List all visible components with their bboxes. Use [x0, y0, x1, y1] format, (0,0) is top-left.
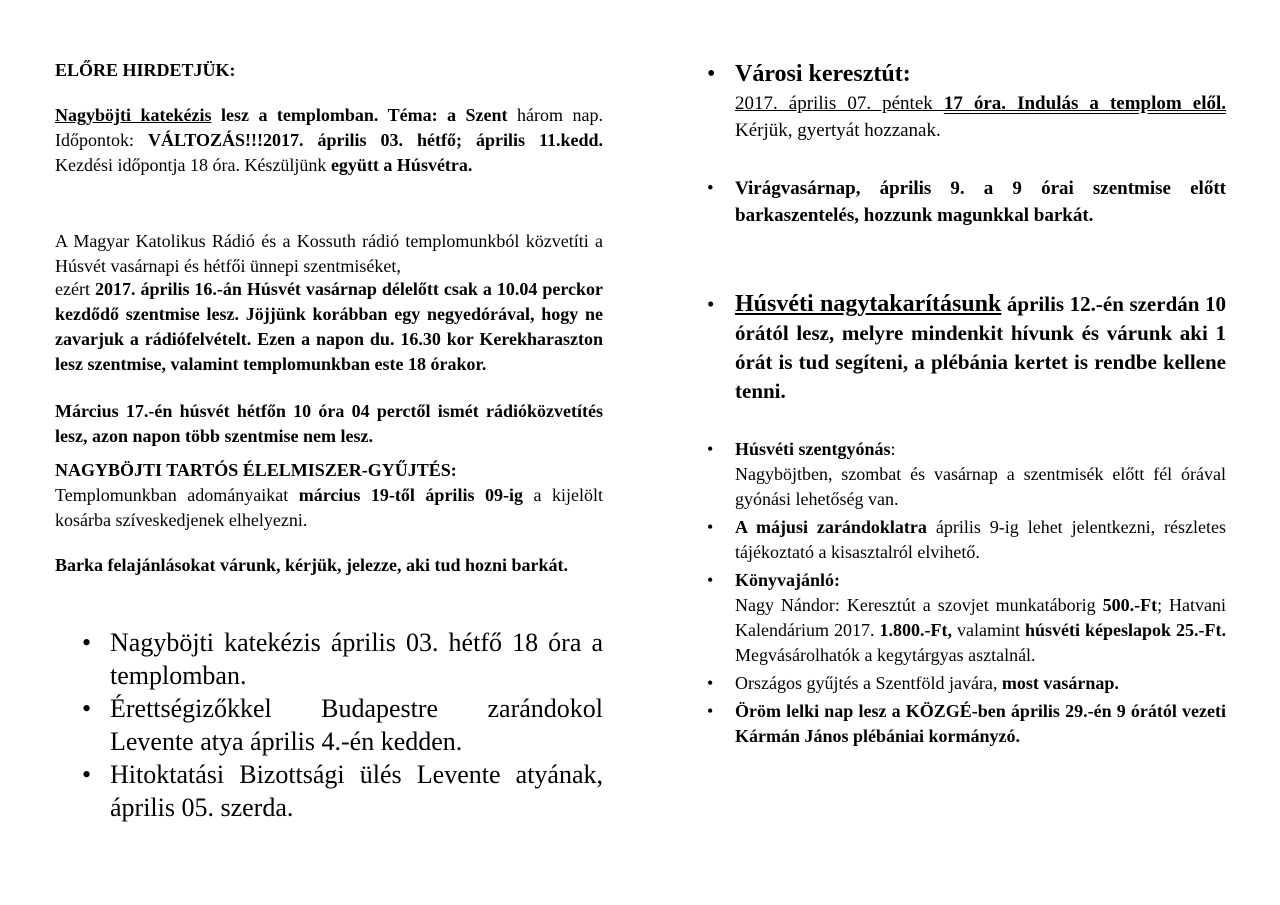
zarandoklat-text: április 9-ig lehet jelentkezni, részletes tájékoztató a kisasztalról elvihető. — [735, 517, 1226, 562]
katekezis-paragraph — [55, 103, 603, 178]
barka-paragraph: Barka felajánlásokat várunk, kérjük, jelezze, aki tud hozni barkát. — [55, 555, 569, 575]
konyv-title: Könyvajánló: — [735, 570, 841, 590]
takaritas-text: április 12.-én szerdán 10 órától lesz, melyre mindenkit hívunk és várunk aki 1 órát is tud segíteni, a plébánia kertet is rendbe kellene tenni. — [735, 292, 1226, 403]
orom-item: • Öröm lelki nap lesz a KÖZGÉ-ben április 29.-én 9 órától vezeti Kármán János plébániai kormányzó. — [735, 699, 1226, 749]
konyv-text-3: valamint — [951, 620, 1025, 640]
keresztut-tail: Kérjük, gyertyát hozzanak. — [735, 120, 941, 141]
konyv-price-3: 25.-Ft. — [1176, 620, 1227, 640]
list-item: • Hitoktatási Bizottsági ülés Levente atyának, április 05. szerda. — [110, 758, 603, 824]
katekezis-text-1: lesz a templomban. Téma: a Szent — [211, 105, 518, 125]
radio-text-bold: 2017. április 16.-án Húsvét vasárnap délelőtt csak a 10.04 perckor kezdődő szentmise lesz. Jöjjünk korábban egy negyedórával, hogy ne zavarjuk a rádiófelvételt. Ezen a napon du. 16.30 kor Kerekharaszton lesz szentmise, valamint templomunkban este 18 órakor. — [55, 279, 603, 374]
keresztut-paragraph — [735, 90, 1226, 144]
konyv-price-1: 500.-Ft — [1102, 595, 1158, 615]
orszagos-text: Országos gyűjtés a Szentföld javára, — [735, 673, 1002, 693]
gyujtes-text-1: Templomunkban adományaikat — [55, 485, 299, 505]
katekezis-text-5: együtt a Húsvétra. — [330, 155, 473, 175]
viragvasarnap-item: • Virágvasárnap, április 9. a 9 órai szentmise előtt barkaszentelés, hozzunk magunkkal barkát. — [735, 175, 1226, 229]
konyv-price-2: 1.800.-Ft, — [879, 620, 952, 640]
keresztut-date: 2017. április 07. péntek — [735, 93, 944, 114]
orszagos-bold: most vasárnap. — [1001, 673, 1119, 693]
gyujtes-title: NAGYBÖJTI TARTÓS ÉLELMISZER-GYŰJTÉS: — [55, 460, 457, 480]
konyv-text-2: ; Hatvani Kalendárium 2017. — [735, 595, 1227, 640]
gyujtes-paragraph — [55, 483, 603, 533]
keresztut-time: 17 óra. Indulás a templom elől. — [943, 93, 1227, 114]
keresztut-list — [735, 60, 1226, 88]
left-bullet-list — [110, 626, 603, 824]
orszagos-item — [735, 671, 1226, 696]
zarandoklat-title: A májusi zarándoklatra — [735, 517, 927, 537]
list-item: • Érettségizőkkel Budapestre zarándokol Levente atya április 4.-én kedden. — [110, 692, 603, 758]
right-info-list — [735, 437, 1226, 749]
gyonas-title: Húsvéti szentgyónás — [735, 439, 891, 459]
list-item: • Nagyböjti katekézis április 03. hétfő 18 óra a templomban. — [110, 626, 603, 692]
takaritas-item — [735, 290, 1226, 406]
radio-paragraph-2 — [55, 277, 603, 377]
katekezis-title: Nagyböjti katekézis — [55, 105, 212, 125]
gyujtes-text-2: a kijelölt kosárba szíveskedjenek elhelyezni. — [55, 485, 604, 530]
zarandoklat-item — [735, 515, 1226, 565]
gyonas-text: Nagyböjtben, szombat és vasárnap a szentmisék előtt fél órával gyónási lehetőség van. — [735, 464, 1226, 509]
katekezis-text-2: három nap. Időpontok: — [55, 105, 603, 150]
radio-paragraph-3: Március 17.-én húsvét hétfőn 10 óra 04 perctől ismét rádióközvetítés lesz, azon napon több szentmise nem lesz. — [55, 401, 603, 446]
konyv-text-5: Megvásárolhatók a kegytárgyas asztalnál. — [735, 645, 1036, 665]
gyonas-item — [735, 437, 1226, 512]
takaritas-list — [735, 290, 1226, 406]
konyv-item — [735, 568, 1226, 668]
katekezis-dates: VÁLTOZÁS!!!2017. április 03. hétfő; április 11.kedd. — [148, 130, 604, 150]
takaritas-title: Húsvéti nagytakarításunk — [735, 291, 1002, 317]
radio-text-ezert: ezért — [55, 279, 95, 299]
gyujtes-dates: március 19-től április 09-ig — [298, 485, 523, 505]
radio-paragraph-1: A Magyar Katolikus Rádió és a Kossuth rádió templomunkból közvetíti a Húsvét vasárnapi és hétfői ünnepi szentmiséket, — [55, 231, 603, 276]
gyonas-colon: : — [890, 439, 896, 459]
konyv-text-1: Nagy Nándor: Keresztút a szovjet munkatáborig — [735, 595, 1103, 615]
keresztut-title: • Városi keresztút: — [735, 60, 1226, 88]
viragvasarnap-list — [735, 175, 1226, 229]
section-heading: ELŐRE HIRDETJÜK: — [55, 60, 236, 80]
konyv-kepeslapok: húsvéti képeslapok — [1024, 620, 1172, 640]
katekezis-text-4: Kezdési időpontja 18 óra. Készüljünk — [55, 155, 327, 175]
